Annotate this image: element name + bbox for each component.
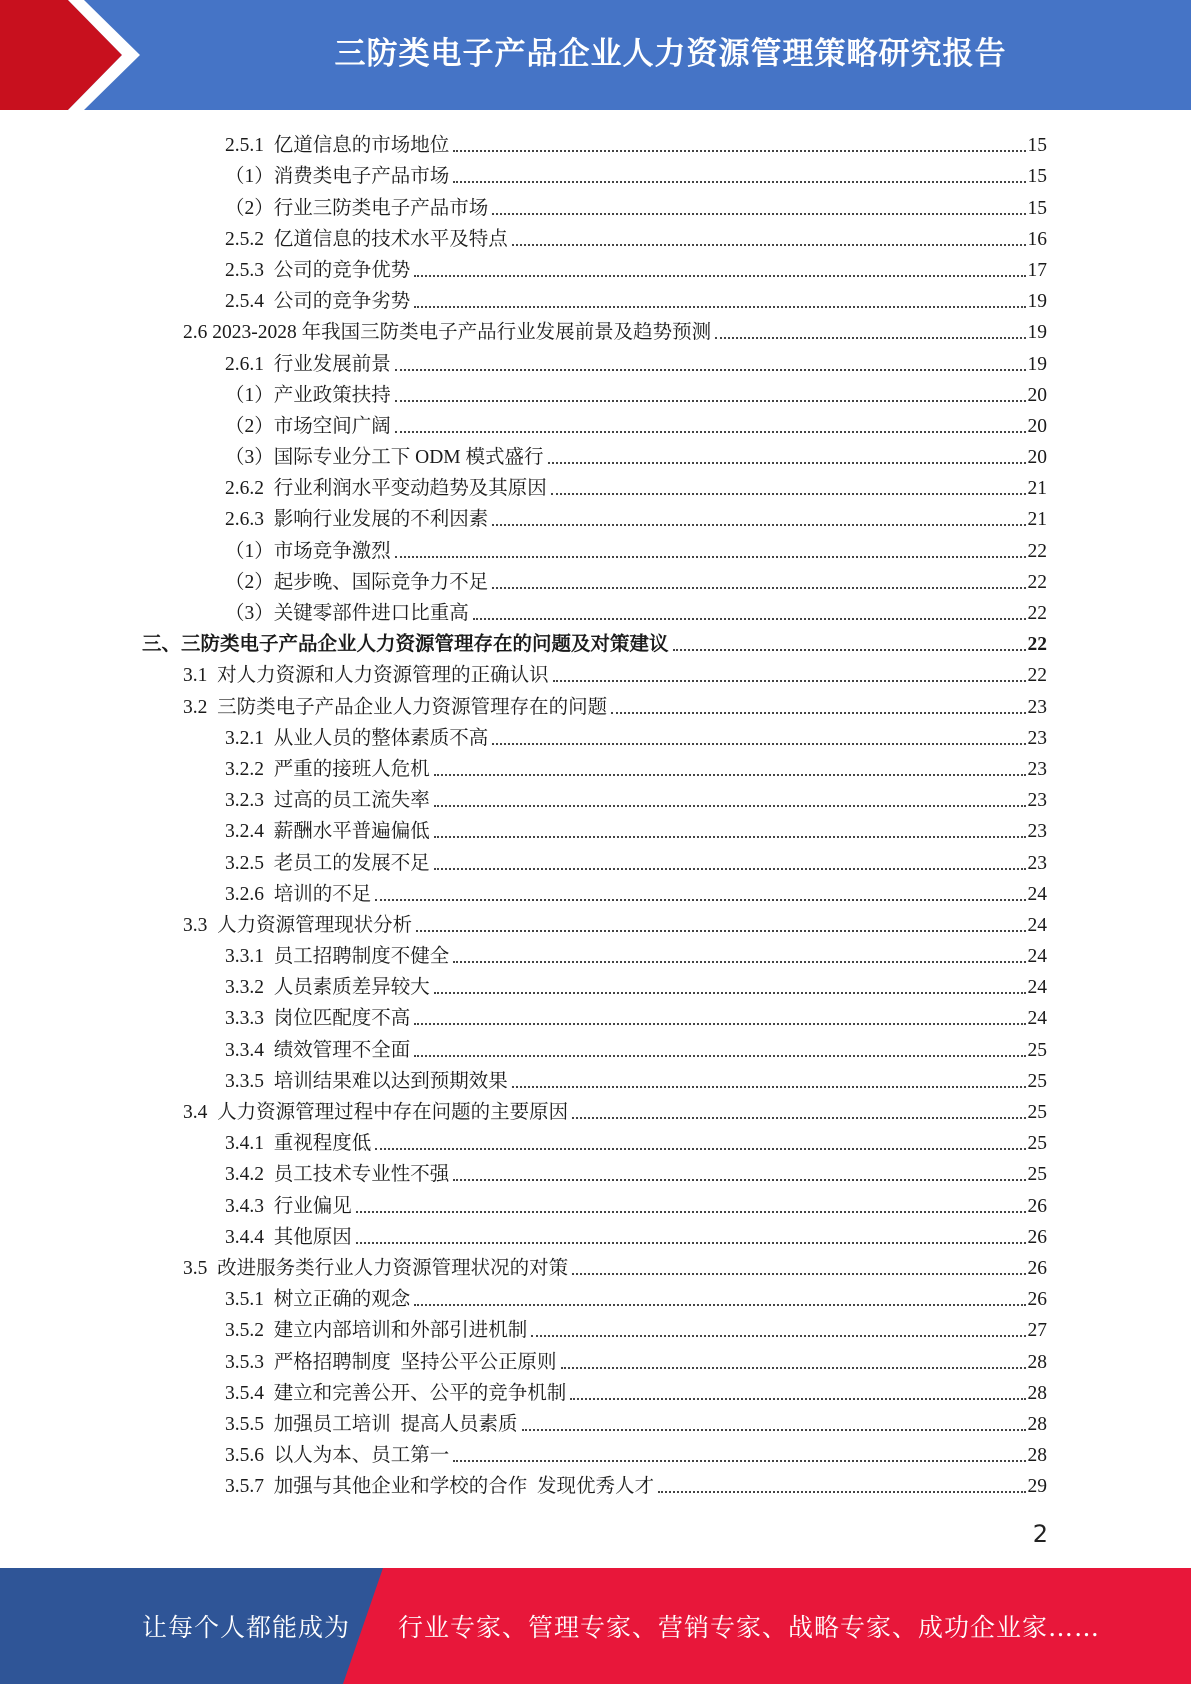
toc-entry-page: 25 <box>1027 1164 1047 1186</box>
toc-entry-page: 23 <box>1027 852 1047 874</box>
toc-entry[interactable] <box>0 501 1191 532</box>
toc-entry-label: 3.5.1 树立正确的观念 <box>225 1289 411 1311</box>
toc-entry-label: 3.5.5 加强员工培训 提高人员素质 <box>225 1413 518 1435</box>
toc-entry-page: 28 <box>1027 1382 1047 1404</box>
toc-entry[interactable] <box>0 1063 1191 1094</box>
toc-entry-label: 3.2 三防类电子产品企业人力资源管理存在的问题 <box>183 696 608 718</box>
toc-entry-label: （1）市场竞争激烈 <box>225 540 391 562</box>
toc-entry[interactable] <box>0 314 1191 345</box>
toc-entry-page: 26 <box>1027 1257 1047 1279</box>
toc-entry-label: 2.5.2 亿道信息的技术水平及特点 <box>225 228 508 250</box>
footer-slogan-right: 行业专家、管理专家、营销专家、战略专家、成功企业家…… <box>398 1613 1101 1642</box>
toc-entry[interactable] <box>0 657 1191 688</box>
toc-leader-dots <box>414 1304 1025 1306</box>
toc-entry-label: 3.5.3 严格招聘制度 坚持公平公正原则 <box>225 1351 557 1373</box>
toc-entry[interactable] <box>0 720 1191 751</box>
toc-leader-dots <box>572 1273 1025 1275</box>
toc-entry-label: 3.2.4 薪酬水平普遍偏低 <box>225 821 430 843</box>
toc-entry-label: 3.4 人力资源管理过程中存在问题的主要原因 <box>183 1102 569 1123</box>
toc-entry-page: 25 <box>1027 1133 1047 1155</box>
toc-leader-dots <box>512 1086 1026 1088</box>
toc-leader-dots <box>434 805 1026 807</box>
toc-entry-label: 2.6.2 行业利润水平变动趋势及其原因 <box>225 478 547 500</box>
toc-entry[interactable] <box>0 1468 1191 1499</box>
toc-entry-page: 24 <box>1027 883 1047 905</box>
toc-entry[interactable] <box>0 1000 1191 1031</box>
toc-entry[interactable] <box>0 969 1191 1000</box>
toc-entry-label: 3.3.2 人员素质差异较大 <box>225 977 430 999</box>
toc-entry-label: 3.5 改进服务类行业人力资源管理状况的对策 <box>183 1257 569 1279</box>
toc-entry-page: 20 <box>1027 384 1047 406</box>
toc-entry-page: 15 <box>1027 197 1047 219</box>
toc-leader-dots <box>570 1398 1025 1400</box>
toc-entry-page: 21 <box>1027 478 1047 500</box>
toc-entry-page: 29 <box>1027 1476 1047 1498</box>
toc-entry-label: 3.2.3 过高的员工流失率 <box>225 790 430 812</box>
toc-entry[interactable] <box>0 1375 1191 1406</box>
toc-entry[interactable] <box>0 564 1191 595</box>
toc-entry-page: 23 <box>1027 696 1047 718</box>
toc-entry-label: （1）消费类电子产品市场 <box>225 166 450 188</box>
toc-entry[interactable] <box>0 876 1191 907</box>
toc-leader-dots <box>453 1179 1025 1181</box>
toc-entry-page: 16 <box>1027 228 1047 250</box>
toc-entry-page: 22 <box>1027 603 1047 624</box>
toc-entry[interactable] <box>0 907 1191 938</box>
toc-leader-dots <box>375 1148 1025 1150</box>
toc-entry[interactable] <box>0 345 1191 376</box>
toc-entry-page: 22 <box>1027 634 1047 656</box>
toc-leader-dots <box>395 400 1026 402</box>
page-footer <box>0 1568 1191 1684</box>
toc-leader-dots <box>473 618 1026 620</box>
toc-entry[interactable] <box>0 1312 1191 1343</box>
toc-entry-page: 21 <box>1027 509 1047 531</box>
toc-leader-dots <box>453 150 1025 152</box>
toc-leader-dots <box>356 1242 1026 1244</box>
toc-entry[interactable] <box>0 626 1191 657</box>
toc-entry[interactable] <box>0 532 1191 563</box>
toc-leader-dots <box>453 181 1025 183</box>
toc-entry-label: 3.3 人力资源管理现状分析 <box>183 914 413 936</box>
toc-leader-dots <box>611 712 1025 714</box>
toc-entry-label: （1）产业政策扶持 <box>225 384 391 406</box>
toc-entry[interactable] <box>0 1125 1191 1156</box>
toc-entry-label: 3.5.4 建立和完善公开、公平的竞争机制 <box>225 1382 567 1404</box>
toc-entry-page: 26 <box>1027 1195 1047 1217</box>
toc-entry-label: （3）关键零部件进口比重高 <box>225 603 469 624</box>
table-of-contents <box>0 127 1191 1499</box>
toc-leader-dots <box>522 1429 1026 1431</box>
toc-entry-label: （3）国际专业分工下 ODM 模式盛行 <box>225 447 544 469</box>
toc-entry-page: 27 <box>1027 1320 1047 1342</box>
toc-leader-dots <box>715 337 1025 339</box>
toc-leader-dots <box>492 213 1025 215</box>
toc-entry-page: 26 <box>1027 1289 1047 1311</box>
toc-leader-dots <box>551 493 1026 495</box>
toc-entry-label: 3.2.6 培训的不足 <box>225 883 372 905</box>
toc-leader-dots <box>572 1117 1025 1119</box>
toc-entry-page: 22 <box>1027 571 1047 593</box>
toc-entry[interactable] <box>0 1156 1191 1187</box>
toc-entry-page: 25 <box>1027 1102 1047 1123</box>
toc-entry[interactable] <box>0 688 1191 719</box>
toc-entry-page: 26 <box>1027 1226 1047 1248</box>
toc-leader-dots <box>414 1055 1025 1057</box>
toc-leader-dots <box>531 1335 1025 1337</box>
toc-leader-dots <box>434 836 1026 838</box>
page-number: 2 <box>1032 1520 1048 1548</box>
toc-entry[interactable] <box>0 1437 1191 1468</box>
toc-leader-dots <box>434 992 1026 994</box>
toc-entry[interactable] <box>0 813 1191 844</box>
toc-leader-dots <box>414 1023 1025 1025</box>
toc-entry-label: 3.3.5 培训结果难以达到预期效果 <box>225 1070 508 1092</box>
toc-entry[interactable] <box>0 1250 1191 1281</box>
toc-leader-dots <box>492 743 1025 745</box>
toc-entry-page: 28 <box>1027 1351 1047 1373</box>
toc-entry-label: （2）起步晚、国际竞争力不足 <box>225 571 489 593</box>
toc-entry-page: 23 <box>1027 758 1047 780</box>
toc-leader-dots <box>492 587 1025 589</box>
footer-slogan-left: 让每个人都能成为 <box>142 1613 351 1642</box>
toc-entry-label: 2.5.1 亿道信息的市场地位 <box>225 135 450 157</box>
toc-entry[interactable] <box>0 1094 1191 1125</box>
toc-entry-page: 22 <box>1027 665 1047 687</box>
toc-entry-label: 3.3.4 绩效管理不全面 <box>225 1039 411 1061</box>
toc-leader-dots <box>414 306 1025 308</box>
toc-leader-dots <box>512 244 1026 246</box>
toc-entry-page: 20 <box>1027 415 1047 437</box>
toc-leader-dots <box>434 868 1026 870</box>
toc-leader-dots <box>492 524 1025 526</box>
toc-entry[interactable] <box>0 1219 1191 1250</box>
toc-entry-page: 24 <box>1027 946 1047 968</box>
toc-leader-dots <box>658 1491 1025 1493</box>
header-title: 三防类电子产品企业人力资源管理策略研究报告 <box>334 35 1007 72</box>
toc-entry[interactable] <box>0 283 1191 314</box>
toc-entry-page: 24 <box>1027 914 1047 936</box>
toc-entry[interactable] <box>0 1406 1191 1437</box>
toc-entry-label: 3.2.2 严重的接班人危机 <box>225 758 430 780</box>
toc-entry[interactable] <box>0 782 1191 813</box>
toc-leader-dots <box>548 462 1026 464</box>
toc-entry-page: 25 <box>1027 1070 1047 1092</box>
toc-entry-page: 19 <box>1027 291 1047 313</box>
toc-entry-label: 三、三防类电子产品企业人力资源管理存在的问题及对策建议 <box>142 634 669 656</box>
toc-entry[interactable] <box>0 189 1191 220</box>
toc-entry-label: 3.4.4 其他原因 <box>225 1226 352 1248</box>
toc-entry-label: 3.5.6 以人为本、员工第一 <box>225 1445 450 1467</box>
toc-leader-dots <box>395 556 1026 558</box>
toc-entry-page: 23 <box>1027 727 1047 749</box>
toc-entry[interactable] <box>0 595 1191 626</box>
toc-entry-label: 3.1 对人力资源和人力资源管理的正确认识 <box>183 665 549 687</box>
toc-leader-dots <box>453 1460 1025 1462</box>
toc-entry[interactable] <box>0 221 1191 252</box>
toc-entry[interactable] <box>0 252 1191 283</box>
toc-entry[interactable] <box>0 408 1191 439</box>
toc-entry-page: 20 <box>1027 447 1047 469</box>
toc-entry-label: （2）市场空间广阔 <box>225 415 391 437</box>
toc-entry[interactable] <box>0 470 1191 501</box>
toc-entry-page: 24 <box>1027 1008 1047 1030</box>
toc-entry-label: 2.6 2023-2028 年我国三防类电子产品行业发展前景及趋势预测 <box>183 322 712 344</box>
toc-entry[interactable] <box>0 751 1191 782</box>
toc-leader-dots <box>434 774 1026 776</box>
toc-entry[interactable] <box>0 844 1191 875</box>
toc-leader-dots <box>395 369 1026 371</box>
toc-entry-label: 3.2.1 从业人员的整体素质不高 <box>225 727 489 749</box>
toc-entry-label: 2.5.4 公司的竞争劣势 <box>225 291 411 313</box>
toc-entry-page: 23 <box>1027 790 1047 812</box>
toc-leader-dots <box>375 899 1025 901</box>
chevron-logo-icon <box>0 0 150 110</box>
toc-entry[interactable] <box>0 377 1191 408</box>
toc-entry[interactable] <box>0 127 1191 158</box>
toc-leader-dots <box>414 275 1025 277</box>
toc-entry-label: 2.6.3 影响行业发展的不利因素 <box>225 509 489 531</box>
toc-entry-page: 23 <box>1027 821 1047 843</box>
toc-entry-page: 15 <box>1027 166 1047 188</box>
toc-entry-label: 3.3.3 岗位匹配度不高 <box>225 1008 411 1030</box>
toc-entry-label: 3.5.2 建立内部培训和外部引进机制 <box>225 1320 528 1342</box>
toc-entry-page: 19 <box>1027 322 1047 344</box>
toc-entry-page: 28 <box>1027 1413 1047 1435</box>
toc-entry-page: 25 <box>1027 1039 1047 1061</box>
toc-leader-dots <box>356 1211 1026 1213</box>
toc-entry-page: 22 <box>1027 540 1047 562</box>
toc-entry-label: 3.3.1 员工招聘制度不健全 <box>225 946 450 968</box>
toc-entry-page: 24 <box>1027 977 1047 999</box>
toc-entry-label: 2.5.3 公司的竞争优势 <box>225 259 411 281</box>
toc-entry-label: 3.5.7 加强与其他企业和学校的合作 发现优秀人才 <box>225 1476 655 1498</box>
toc-leader-dots <box>416 930 1025 932</box>
toc-entry-label: 3.2.5 老员工的发展不足 <box>225 852 430 874</box>
toc-entry-label: 2.6.1 行业发展前景 <box>225 353 391 375</box>
toc-entry-page: 17 <box>1027 259 1047 281</box>
toc-entry[interactable] <box>0 938 1191 969</box>
toc-entry[interactable] <box>0 1187 1191 1218</box>
toc-entry[interactable] <box>0 1031 1191 1062</box>
toc-leader-dots <box>673 649 1026 651</box>
toc-entry-page: 28 <box>1027 1445 1047 1467</box>
toc-leader-dots <box>561 1367 1026 1369</box>
toc-entry-label: （2）行业三防类电子产品市场 <box>225 197 489 219</box>
toc-entry-label: 3.4.1 重视程度低 <box>225 1133 372 1155</box>
toc-entry-page: 15 <box>1027 135 1047 157</box>
toc-entry[interactable] <box>0 1343 1191 1374</box>
toc-leader-dots <box>553 680 1026 682</box>
toc-entry[interactable] <box>0 1281 1191 1312</box>
toc-leader-dots <box>395 431 1026 433</box>
toc-entry[interactable] <box>0 158 1191 189</box>
toc-entry-page: 19 <box>1027 353 1047 375</box>
toc-entry-label: 3.4.3 行业偏见 <box>225 1195 352 1217</box>
page-header <box>0 0 1191 110</box>
toc-entry[interactable] <box>0 439 1191 470</box>
toc-leader-dots <box>453 961 1025 963</box>
toc-entry-label: 3.4.2 员工技术专业性不强 <box>225 1164 450 1186</box>
